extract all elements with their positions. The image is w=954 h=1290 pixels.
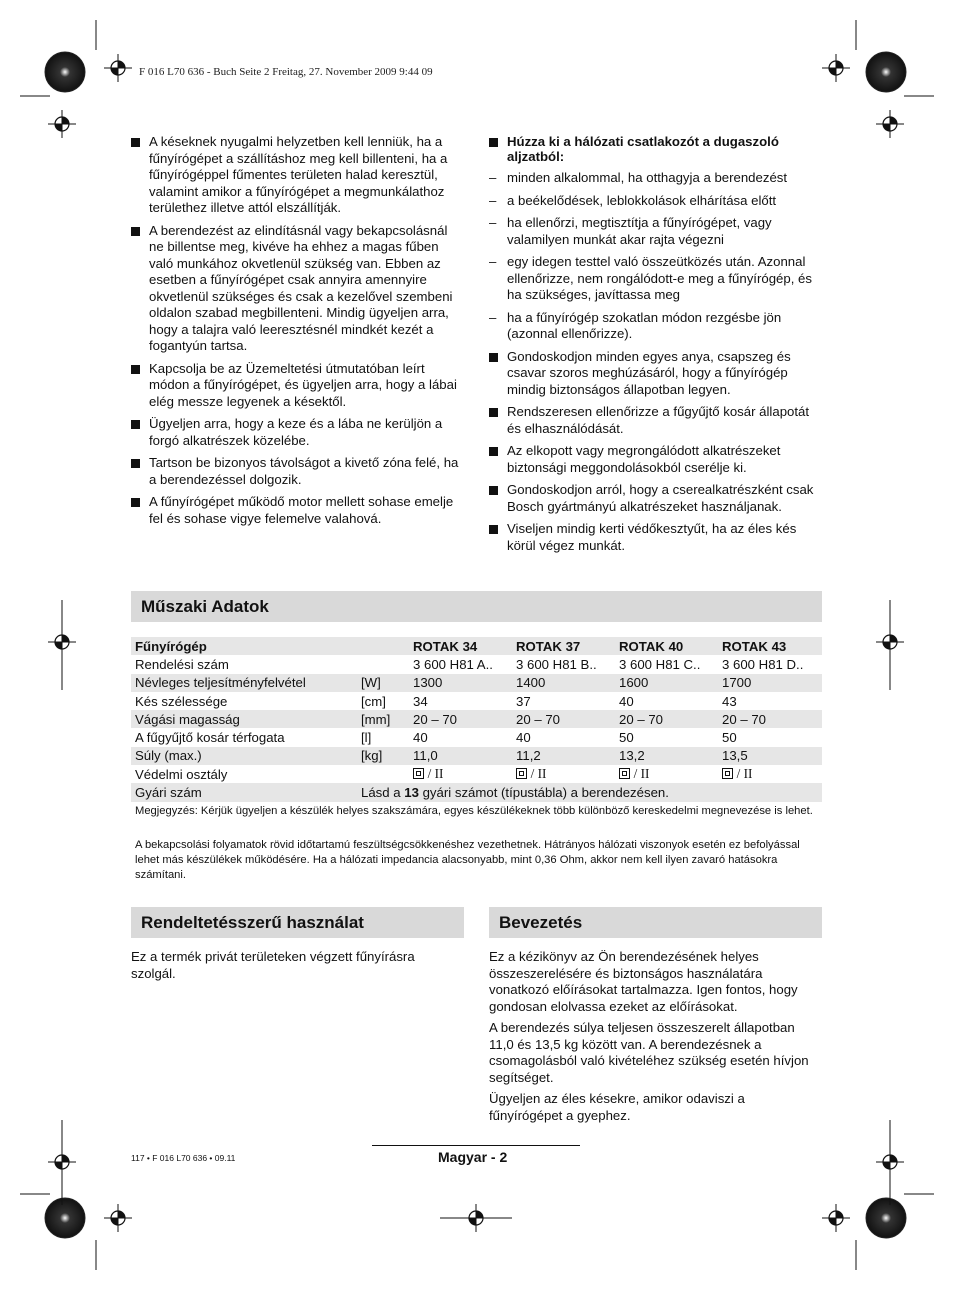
- note-model-number: Megjegyzés: Kérjük ügyeljen a készülék helyes szakszámára, egyes készülékeknek több különböző kereskedelmi megnevezése is lehet.: [135, 805, 813, 817]
- dash-item: – a beékelődések, leblokkolások elhárítása előtt: [489, 192, 777, 208]
- table-row: Kés szélessége [cm] 34 37 40 43: [135, 693, 737, 709]
- protection-class-cell: / II: [615, 765, 718, 783]
- list-item: A berendezést az elindításnál vagy bekapcsolásnál ne billentse meg, kivéve ha ehhez a magas fűben való munkához okvetlenül szükség van. Ebben az esetben a fűnyírógépet csak annyira amennyire okvetlenül szükséges és csak a kezelővel szembeni oldalon szabad megbillenteni. Mindig ügyeljen arra, hogy a talajra való leeresztésnél mindkét kezét a fogantyún tartsa.: [131, 223, 463, 355]
- introduction-text: [489, 949, 819, 1124]
- dash-item: – ha ellenőrzi, megtisztítja a fűnyírógépet, vagy valamilyen munkát akar rajta végezni: [489, 215, 772, 247]
- table-row: Gyári szám Lásd a 13 gyári számot (típustábla) a berendezésen.: [131, 783, 822, 801]
- list-item: A fűnyírógépet működő motor mellett sohase emelje fel és sohase vigye felemelve valahová.: [131, 494, 463, 527]
- table-row: Súly (max.) [kg] 11,0 11,2 13,2 13,5: [131, 747, 822, 765]
- table-row: Névleges teljesítményfelvétel [W] 1300 1400 1600 1700: [131, 674, 822, 692]
- double-insulation-icon: [722, 768, 733, 779]
- double-insulation-icon: [619, 768, 630, 779]
- spec-table: [131, 637, 822, 802]
- table-row: Védelmi osztály / II / II / II / II: [131, 765, 822, 783]
- list-item: Gondoskodjon minden egyes anya, csapszeg és csavar szoros meghúzásáról, hogy a fűnyírógép mindig biztonságos állapotban legyen.: [489, 349, 823, 399]
- page-number: Magyar - 2: [438, 1149, 508, 1165]
- dash-item: – ha a fűnyírógép szokatlan módon rezgésbe jön (azonnal ellenőrizze).: [489, 309, 782, 341]
- footer-code: 117 • F 016 L70 636 • 09.11: [131, 1153, 236, 1163]
- dash-item: – egy idegen testtel való összeütközés után. Azonnal ellenőrizze, nem rongálódott-e meg a fűnyírógép, és ha szükséges, javíttassa meg: [489, 254, 812, 302]
- paragraph: Ügyeljen az éles késekre, amikor odaviszi a fűnyírógépet a gyephez.: [489, 1091, 745, 1123]
- list-item: Ügyeljen arra, hogy a keze és a lába ne kerüljön a forgó alkatrészek közelébe.: [131, 416, 463, 449]
- intended-use-text: Ez a termék privát területeken végzett fűnyírásra szolgál.: [131, 949, 415, 981]
- list-item: Az elkopott vagy megrongálódott alkatrészeket biztonsági meggondolásokból cserélje ki.: [489, 443, 823, 476]
- list-item: Kapcsolja be az Üzemeltetési útmutatóban leírt módon a fűnyírógépet, és ügyeljen arra, hogy a lábai elég messze legyenek a késektől.: [131, 361, 463, 411]
- double-insulation-icon: [516, 768, 527, 779]
- dash-item: – minden alkalommal, ha otthagyja a berendezést: [489, 170, 788, 185]
- list-item: Rendszeresen ellenőrizze a fűgyűjtő kosár állapotát és elhasználódását.: [489, 404, 823, 437]
- table-header-row: Fűnyírógép ROTAK 34 ROTAK 37 ROTAK 40 ROTAK 43: [131, 637, 822, 655]
- list-item: A késeknek nyugalmi helyzetben kell lenniük, ha a fűnyírógépet a szállításhoz meg kell billenteni, ha a fűnyírógéppel fűmentes területen halad keresztül, valamint amikor a fűnyírógépet a megmunkálathoz területhez illetve attól elszállítják.: [131, 134, 463, 217]
- section-heading-introduction: Bevezetés: [489, 907, 822, 938]
- footer-rule: [372, 1145, 580, 1146]
- table-row: Rendelési szám 3 600 H81 A.. 3 600 H81 B.. 3 600 H81 C.. 3 600 H81 D..: [135, 656, 804, 672]
- table-row: Vágási magasság [mm] 20 – 70 20 – 70 20 – 70 20 – 70: [131, 710, 822, 728]
- list-item: Gondoskodjon arról, hogy a cserealkatrészként csak Bosch gyártmányú alkatrészeket használjanak.: [489, 482, 823, 515]
- serial-note: Lásd a 13 gyári számot (típustábla) a berendezésen.: [357, 783, 822, 801]
- section-heading-intended-use: Rendeltetésszerű használat: [131, 907, 464, 938]
- left-safety-list: [131, 134, 463, 533]
- list-item-lead: Húzza ki a hálózati csatlakozót a dugaszoló aljzatból:: [489, 134, 823, 164]
- right-safety-list: [489, 134, 823, 560]
- paragraph: Ez a kézikönyv az Ön berendezésének helyes összeszerelésére és biztonságos használatára vonatkozó előírásokat tartalmazza. Igen fontos, hogy gondosan elolvassa ezeket az előírásokat.: [489, 949, 798, 1014]
- protection-class-cell: / II: [512, 765, 615, 783]
- print-header: F 016 L70 636 - Buch Seite 2 Freitag, 27. November 2009 9:44 09: [139, 66, 433, 78]
- note-voltage: A bekapcsolási folyamatok rövid időtartamú feszültségcsökkenéshez vezethetnek. Hátrányos hálózati viszonyok esetén ez befolyással lehet más készülékek működésére. Ha a hálózati impedancia alacsonyabb, mint 0,36 Ohm, akkor nem kell ilyen zavaró hatásokra számítani.: [135, 839, 800, 881]
- protection-class-cell: / II: [718, 765, 822, 783]
- double-insulation-icon: [413, 768, 424, 779]
- section-heading-tech: Műszaki Adatok: [131, 591, 822, 622]
- list-item: Viseljen mindig kerti védőkesztyűt, ha az éles kés körül végez munkát.: [489, 521, 823, 554]
- protection-class-cell: / II: [409, 765, 512, 783]
- table-row: A fűgyűjtő kosár térfogata [l] 40 40 50 50: [135, 730, 737, 746]
- list-item: Tartson be bizonyos távolságot a kivető zóna felé, ha a berendezéssel dolgozik.: [131, 455, 463, 488]
- paragraph: A berendezés súlya teljesen összeszerelt állapotban 11,0 és 13,5 kg között van. A berendezésnek a csomagolásból való kivételéhez szükség esetén hívjon segítséget.: [489, 1020, 809, 1085]
